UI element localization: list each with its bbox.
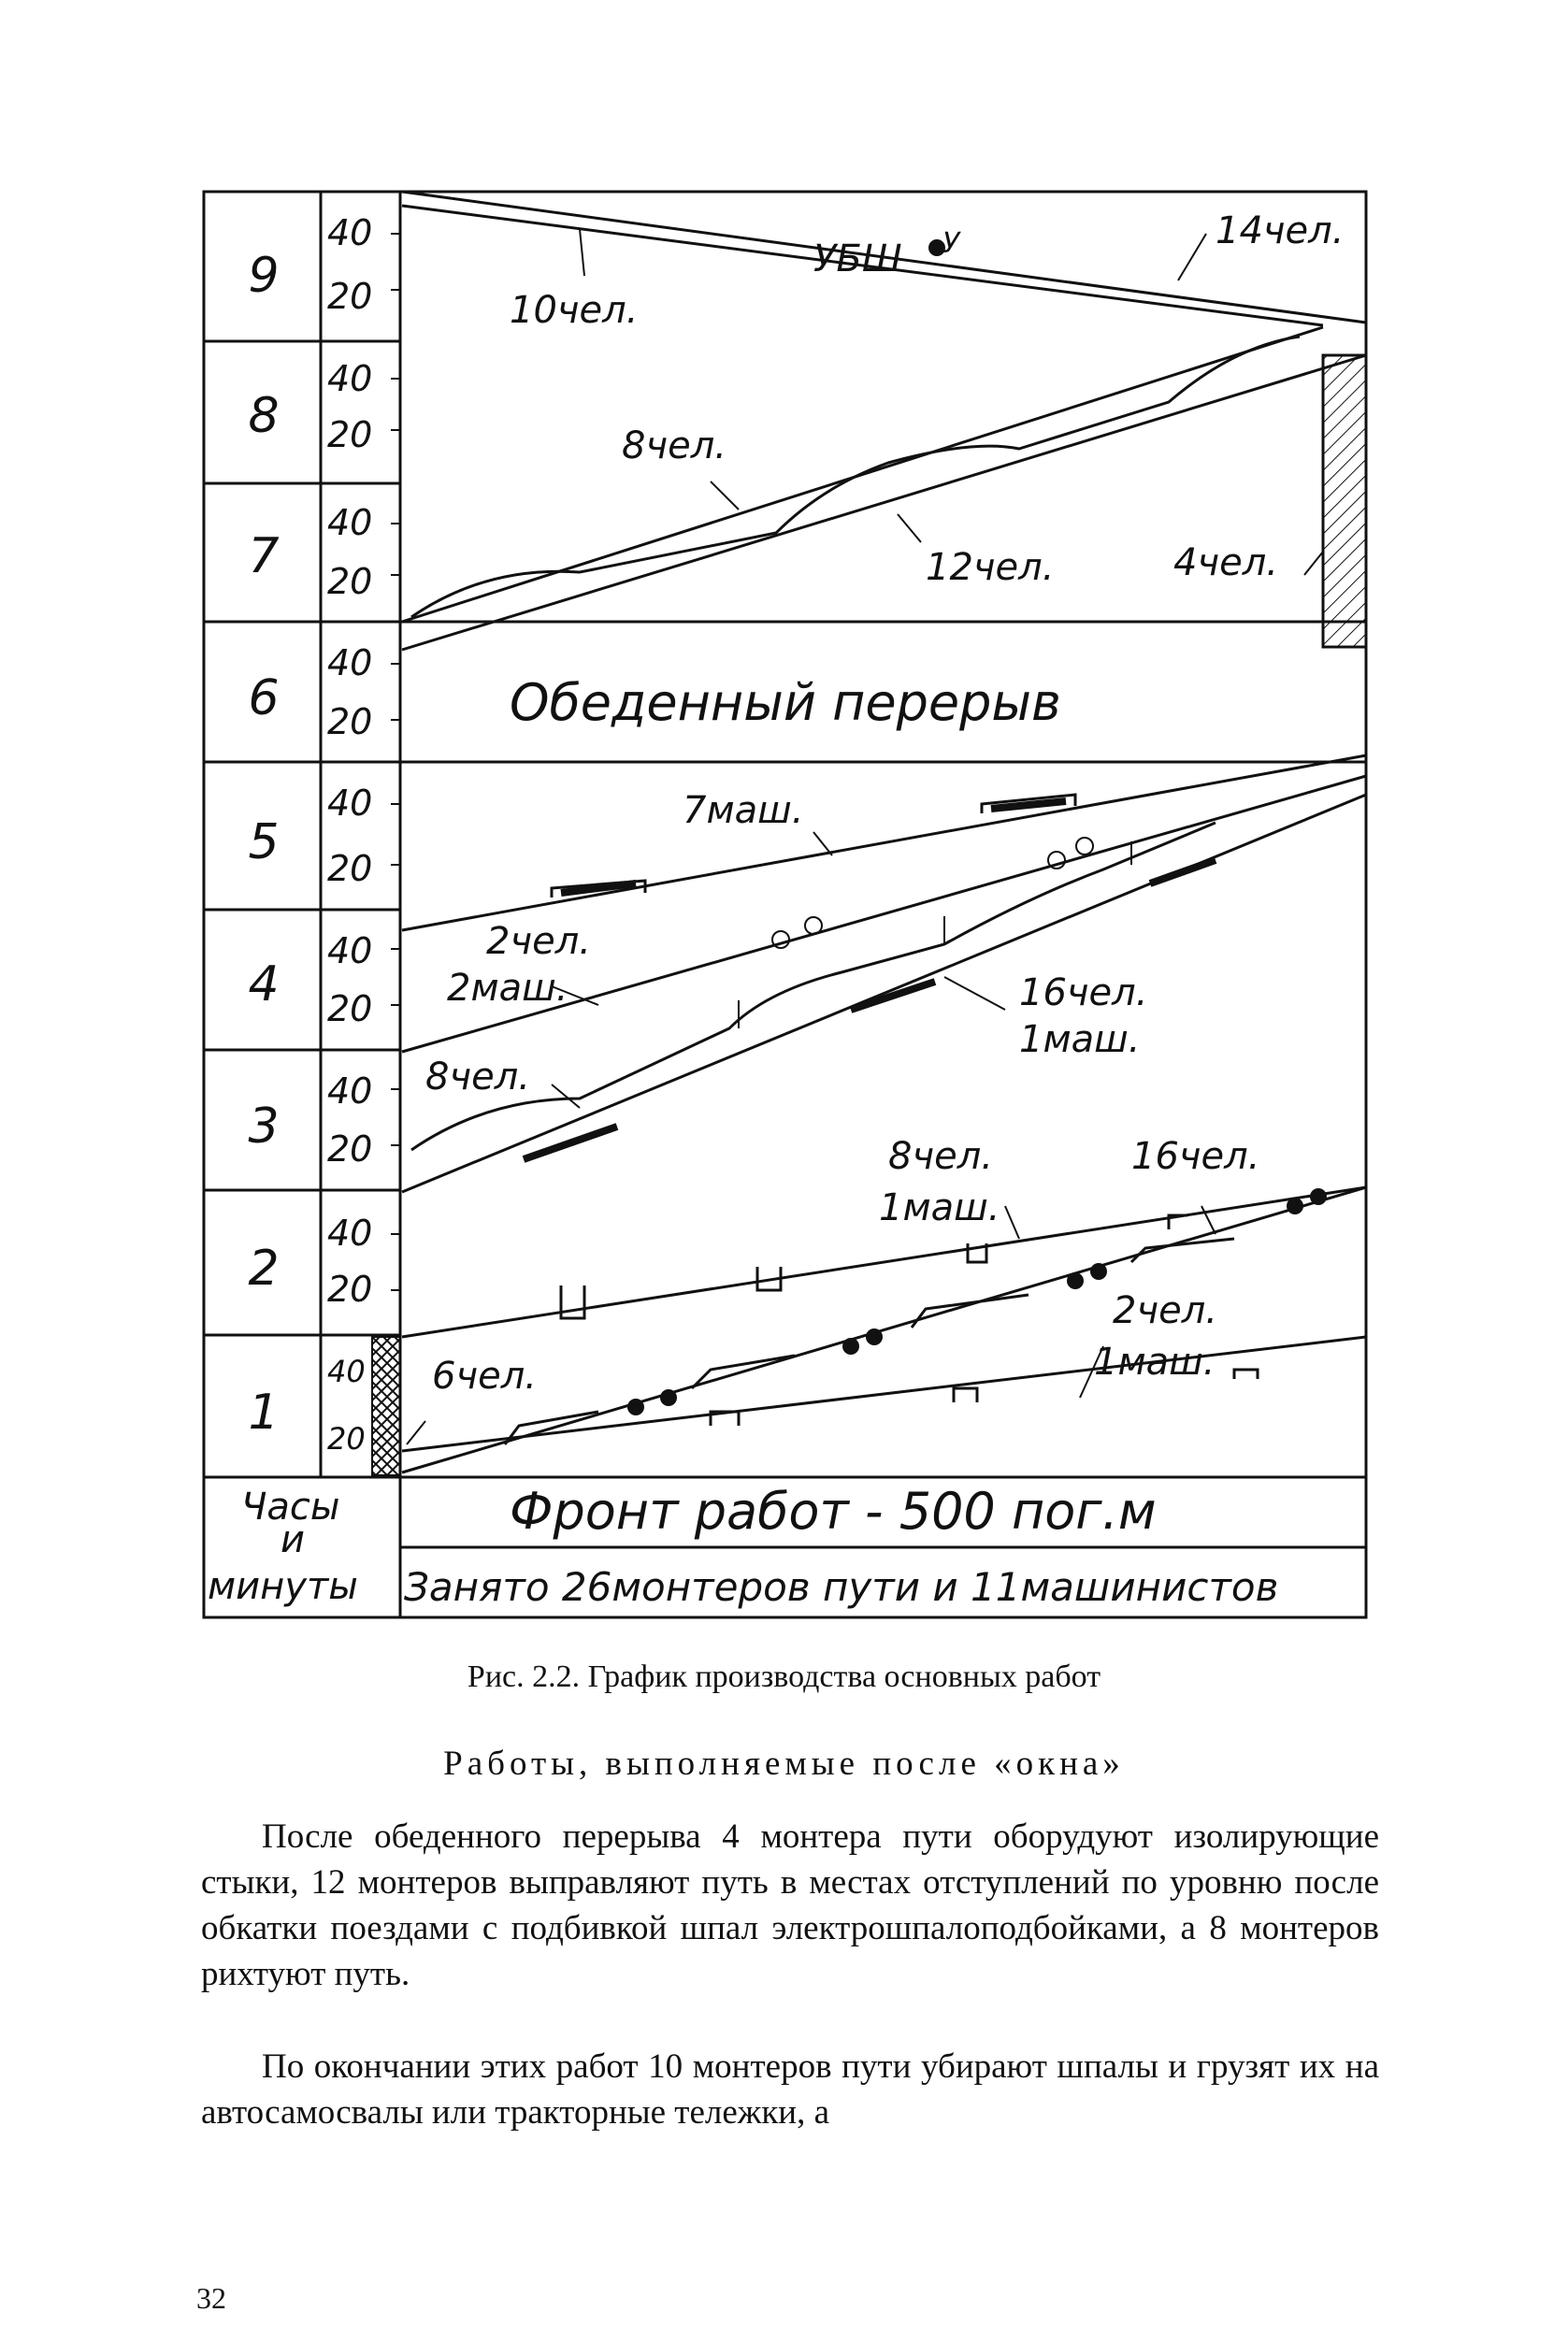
hour-label: 6: [248, 670, 280, 726]
hour-label: 9: [248, 248, 280, 304]
hour-label: 7: [248, 528, 280, 584]
label-14-workers: 14чел.: [1216, 209, 1345, 252]
minute-label: 40: [327, 1354, 366, 1389]
hour-label: 4: [248, 956, 280, 1013]
label-8-workers-c: 8чел.: [888, 1135, 993, 1178]
paragraph: После обеденного перерыва 4 монтера пути оборудуют изолирующие стыки, 12 монтеров выправляют путь в местах отступлений по уровню после обкатки поездами с подбивкой шпал электрошпалоподбойками, а 8 монтеров рихтуют путь.: [201, 1817, 1379, 1993]
figure-caption: Рис. 2.2. График производства основных работ: [467, 1659, 1101, 1694]
minute-label: 40: [327, 358, 373, 399]
minute-label: 20: [327, 1128, 373, 1170]
hour-label: 5: [248, 814, 280, 870]
minute-label: 40: [327, 1070, 373, 1112]
label-2-workers: 2чел.: [486, 920, 591, 963]
staffing-label: Занято 26монтеров пути и 11машинистов: [404, 1564, 1279, 1610]
minute-label: 20: [327, 701, 373, 742]
label-8-workers-b: 8чел.: [425, 1056, 530, 1099]
section-heading: Работы, выполняемые после «окна»: [443, 1745, 1125, 1783]
label-u: У: [942, 227, 960, 260]
minute-label: 20: [327, 1269, 373, 1310]
minute-label: 40: [327, 1213, 373, 1254]
label-8-workers: 8чел.: [622, 424, 726, 467]
minute-label: 40: [327, 930, 373, 971]
minute-label: 40: [327, 783, 373, 824]
page-number: 32: [196, 2281, 226, 2315]
minute-label: 40: [327, 212, 373, 253]
label-2-machinists: 2маш.: [447, 967, 568, 1010]
minute-label: 40: [327, 502, 373, 543]
label-7-machinists: 7маш.: [683, 789, 804, 832]
minute-label: 20: [327, 988, 373, 1029]
label-12-workers: 12чел.: [926, 546, 1055, 589]
minute-label: 20: [327, 414, 373, 455]
hour-label: 2: [248, 1241, 280, 1297]
hatched-block: [372, 1337, 400, 1475]
hour-label: 1: [248, 1385, 280, 1441]
minute-label: 40: [327, 642, 373, 683]
hours-label: минуты: [208, 1565, 358, 1608]
label-4-workers: 4чел.: [1173, 541, 1278, 584]
label-1-machinist: 1маш.: [1019, 1018, 1141, 1061]
hour-label: 8: [248, 388, 280, 444]
label-6-workers: 6чел.: [432, 1355, 537, 1398]
label-16-workers: 16чел.: [1019, 971, 1148, 1014]
label-16-workers-b: 16чел.: [1131, 1135, 1260, 1178]
work-front-label: Фронт работ - 500 пог.м: [510, 1482, 1157, 1541]
label-ubsh: УБШ: [813, 237, 902, 280]
label-1-machinist-b: 1маш.: [879, 1186, 1000, 1229]
label-1-machinist-c: 1маш.: [1094, 1341, 1216, 1384]
label-10-workers: 10чел.: [510, 289, 639, 332]
minute-label: 20: [327, 276, 373, 317]
minute-label: 20: [327, 561, 373, 602]
hatched-bar: [1323, 355, 1366, 647]
minute-label: 20: [327, 1421, 366, 1457]
hour-label: 3: [248, 1099, 280, 1155]
hours-label: и: [281, 1518, 305, 1561]
paragraph: По окончании этих работ 10 монтеров пути убирают шпалы и грузят их на автосамосвалы или тракторные тележки, а: [201, 2047, 1379, 2132]
label-2-workers-b: 2чел.: [1113, 1289, 1217, 1332]
minute-label: 20: [327, 848, 373, 889]
lunch-break-label: Обеденный перерыв: [510, 673, 1061, 732]
hours-label: Часы: [241, 1486, 340, 1529]
